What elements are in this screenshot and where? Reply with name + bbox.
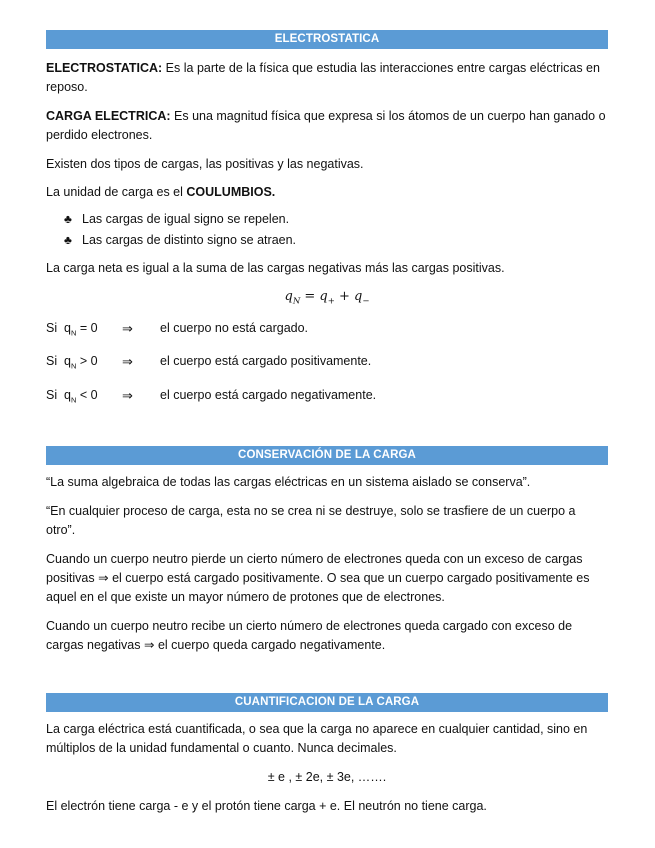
formula-subscript: − <box>362 296 370 307</box>
paragraph-text: Cuando un cuerpo neutro recibe un cierto número de electrones queda cargado con exceso de cargas negativas <box>46 619 573 653</box>
quantization-paragraph: La carga eléctrica está cuantificada, o sea que la carga no aparece en cualquier cantidad, sino en múltiplos de la unidad fundamental o cuanto. Nunca decimales. <box>46 722 588 756</box>
list-item <box>46 209 608 230</box>
club-icon: ♣ <box>64 233 72 247</box>
club-icon: ♣ <box>64 212 72 226</box>
section-header-conservacion: CONSERVACIÓN DE LA CARGA <box>46 446 608 465</box>
formula-symbol: q <box>284 289 293 304</box>
conservation-paragraph-1 <box>46 550 608 607</box>
section-header-cuantificacion: CUANTIFICACION DE LA CARGA <box>46 693 608 712</box>
condition-text: el cuerpo no está cargado. <box>160 320 309 335</box>
charge-types: Existen dos tipos de cargas, las positivas y las negativas. <box>46 157 364 171</box>
definition-text: Es la parte de la física que estudia las interacciones entre cargas eléctricas en reposo. <box>46 61 600 94</box>
condition-si: Si <box>46 354 58 369</box>
definition-electrostatica <box>46 59 608 97</box>
charge-unit-name: COULUMBIOS. <box>186 185 276 199</box>
definition-text: Es una magnitud física que expresa si los átomos de un cuerpo han ganado o perdido electrones. <box>46 109 606 142</box>
list-item <box>46 230 608 251</box>
formula-symbol: q <box>354 289 363 304</box>
conditions-list <box>46 319 608 410</box>
term-carga-electrica: CARGA ELECTRICA: <box>46 109 171 123</box>
charge-unit-text: La unidad de carga es el <box>46 185 187 199</box>
condition-expression: $q_N > 0$ <box>64 354 98 371</box>
implies-icon: ⇒ <box>122 387 133 403</box>
condition-text: el cuerpo está cargado negativamente. <box>160 387 377 402</box>
condition-row <box>46 386 608 410</box>
net-charge-text: La carga neta es igual a la suma de las cargas negativas más las cargas positivas. <box>46 261 505 275</box>
charge-rules-list <box>46 209 608 251</box>
formula-subscript: N <box>292 296 301 307</box>
paragraph-text: el cuerpo queda cargado negativamente. <box>154 638 386 653</box>
formula-symbol: q <box>319 289 328 304</box>
list-item-text: Las cargas de distinto signo se atraen. <box>82 233 297 247</box>
term-electrostatica: ELECTROSTATICA: <box>46 61 163 75</box>
formula-operator: = <box>300 289 320 304</box>
list-item-text: Las cargas de igual signo se repelen. <box>82 212 290 226</box>
condition-row <box>46 352 608 376</box>
conservation-quote-2: “En cualquier proceso de carga, esta no se crea ni se destruye, solo se trasfiere de un cuerpo a otro”. <box>46 504 576 538</box>
implies-icon: ⇒ <box>143 638 155 653</box>
formula-subscript: + <box>327 296 335 307</box>
particle-charges: El electrón tiene carga - e y el protón tiene carga + e. El neutrón no tiene carga. <box>46 799 487 814</box>
condition-row <box>46 319 608 343</box>
implies-icon: ⇒ <box>98 571 109 586</box>
condition-text: el cuerpo está cargado positivamente. <box>160 354 372 369</box>
implies-icon: ⇒ <box>122 354 133 370</box>
section-header-electrostatica: ELECTROSTATICA <box>46 30 608 49</box>
conservation-quote-1: “La suma algebraica de todas las cargas eléctricas en un sistema aislado se conserva”. <box>46 475 531 490</box>
conservation-paragraph-2 <box>46 617 608 655</box>
document-page <box>46 30 608 816</box>
net-charge-formula <box>46 287 608 312</box>
paragraph-text: el cuerpo está cargado positivamente. O sea que un cuerpo cargado positivamente es aquel en el que existe un mayor número de protones que de electrones. <box>46 571 590 605</box>
charge-unit <box>46 183 608 202</box>
paragraph-text: Cuando un cuerpo neutro pierde un cierto número de electrones queda con un exceso de cargas positivas <box>46 552 583 586</box>
condition-si: Si <box>46 320 58 335</box>
implies-icon: ⇒ <box>122 320 133 336</box>
condition-expression: $q_N = 0$ <box>64 320 98 338</box>
formula-operator: + <box>334 289 355 304</box>
condition-expression: $q_N < 0$ <box>64 387 98 405</box>
charge-multiples-series: ± e , ± 2e, ± 3e, ……. <box>267 770 387 785</box>
condition-si: Si <box>46 387 58 402</box>
definition-carga-electrica <box>46 107 608 145</box>
